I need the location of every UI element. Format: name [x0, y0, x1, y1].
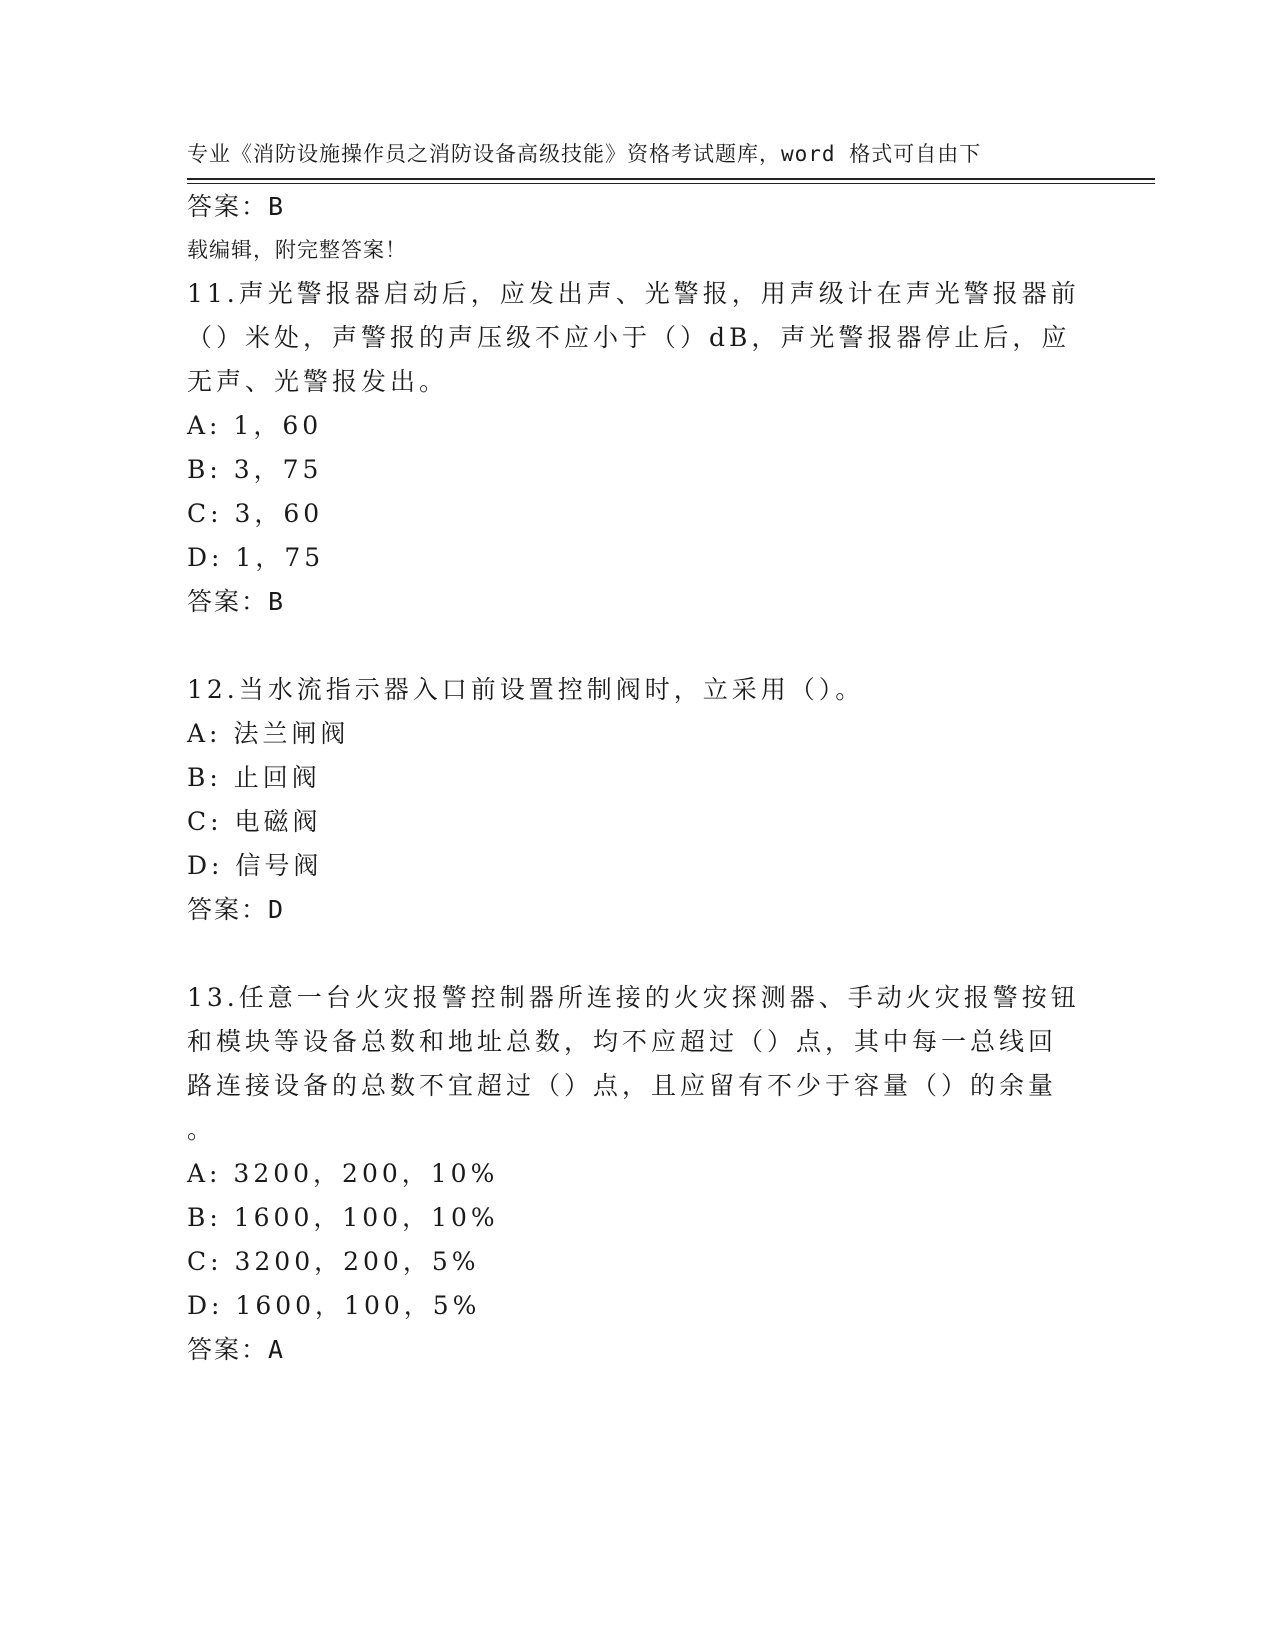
question-12-line-1: 12.当水流指示器入口前设置控制阀时，立采用（）。 [187, 675, 865, 704]
question-13-line-1: 13.任意一台火灾报警控制器所连接的火灾探测器、手动火灾报警按钮 [187, 983, 1080, 1012]
question-12-option-a: A: 法兰闸阀 [187, 719, 350, 748]
question-12-option-c: C: 电磁阀 [187, 807, 322, 836]
question-13-answer: 答案：A [187, 1335, 286, 1364]
previous-answer: 答案：B [187, 192, 286, 221]
question-13-line-4: 。 [187, 1115, 217, 1144]
question-11-line-2: （）米处，声警报的声压级不应小于（）dB，声光警报器停止后，应 [187, 323, 1071, 352]
question-13-option-c: C: 3200，200，5% [187, 1247, 480, 1276]
header-line-1: 专业《消防设施操作员之消防设备高级技能》资格考试题库，word 格式可自由下 [187, 142, 982, 166]
question-13-option-b: B: 1600，100，10% [187, 1203, 499, 1232]
question-11-option-d: D: 1，75 [187, 543, 325, 572]
question-11-line-3: 无声、光警报发出。 [187, 367, 449, 396]
header-rule-thick [187, 178, 1155, 180]
header-rule-thin [187, 183, 1155, 184]
question-12-answer: 答案：D [187, 895, 286, 924]
question-13-option-a: A: 3200，200，10% [187, 1159, 499, 1188]
question-11-option-c: C: 3，60 [187, 499, 324, 528]
question-11-option-a: A: 1，60 [187, 411, 323, 440]
question-11-option-b: B: 3，75 [187, 455, 323, 484]
question-12-option-d: D: 信号阀 [187, 851, 323, 880]
question-12-option-b: B: 止回阀 [187, 763, 321, 792]
question-11-line-1: 11.声光警报器启动后，应发出声、光警报，用声级计在声光警报器前 [187, 279, 1080, 308]
document-header [187, 74, 1067, 298]
question-13-line-3: 路连接设备的总数不宜超过（）点，且应留有不少于容量（）的余量 [187, 1071, 1058, 1100]
question-13-option-d: D: 1600，100，5% [187, 1291, 481, 1320]
question-11-answer: 答案：B [187, 587, 286, 616]
header-line-2: 载编辑，附完整答案！ [187, 238, 407, 262]
question-13-line-2: 和模块等设备总数和地址总数，均不应超过（）点，其中每一总线回 [187, 1027, 1058, 1056]
